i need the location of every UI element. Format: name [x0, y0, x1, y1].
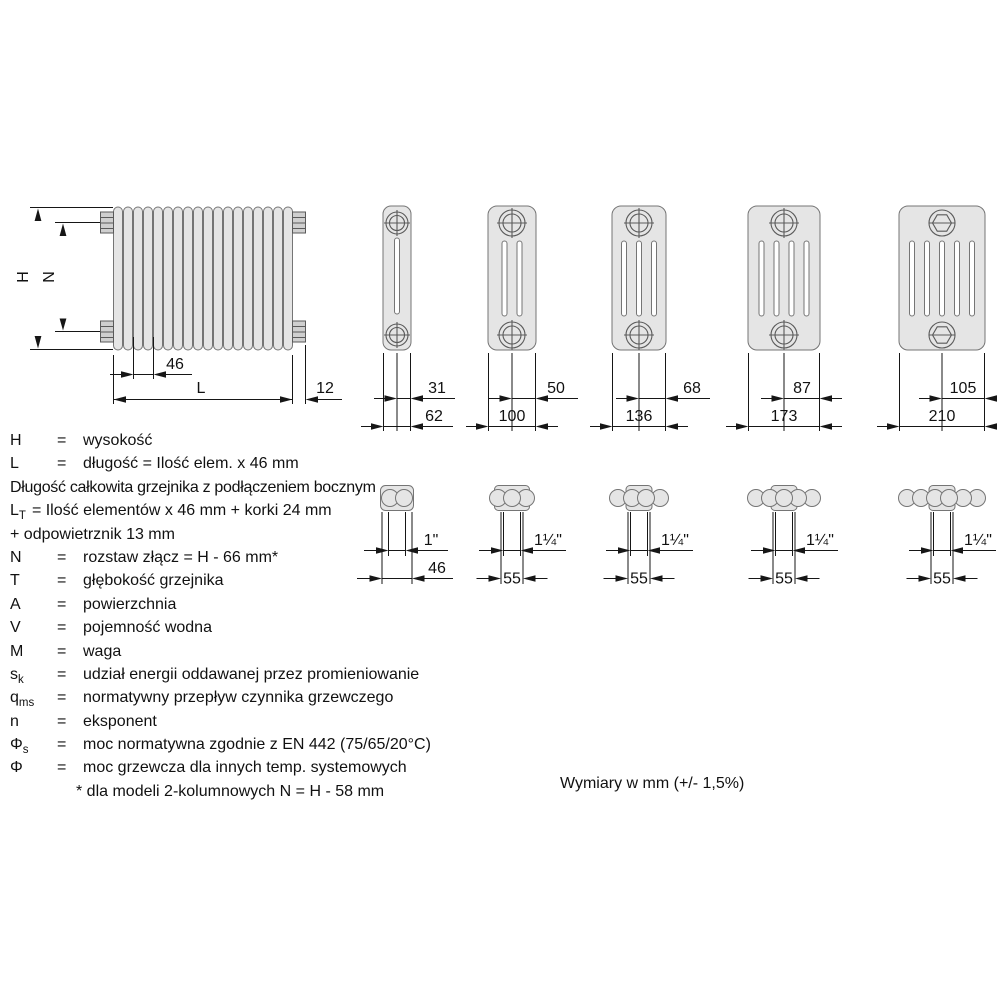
- legend-symbol: V: [10, 619, 21, 637]
- dim-label-half-depth-6col: 105: [949, 380, 977, 397]
- side-connection-boss-top-right: [293, 212, 306, 233]
- legend-text: Długość całkowita grzejnika z podłączeniem bocznym: [10, 478, 376, 496]
- legend-definition: rozstaw złącz = H - 66 mm*: [83, 548, 279, 566]
- cross-section-2-column: [361, 206, 455, 431]
- legend-equals: =: [57, 548, 67, 566]
- legend-equals: =: [57, 432, 67, 449]
- dim-label-pitch: N: [41, 271, 58, 283]
- legend-text: * dla modeli 2-kolumnowych N = H - 58 mm: [76, 782, 385, 800]
- legend-symbol: $L_T$: [10, 502, 26, 523]
- legend-row: [10, 640, 555, 663]
- dim-label-side-connection: 12: [316, 380, 334, 397]
- legend-definition: udział energii oddawanej przez promieniowanie: [83, 665, 420, 683]
- legend-footnote: [10, 780, 555, 803]
- radiator-element: [114, 207, 133, 350]
- legend-row: [10, 546, 555, 569]
- legend-symbol: M: [10, 642, 24, 660]
- dim-label-half-depth-3col: 50: [547, 380, 565, 397]
- legend-text: = Ilość elementów x 46 mm + korki 24 mm: [31, 502, 332, 520]
- top-view-6-column: [899, 486, 997, 588]
- radiator-element: [254, 207, 273, 350]
- dim-label-depth-5col: 173: [770, 408, 798, 425]
- cross-section-4-column: [590, 206, 710, 431]
- legend-equals: =: [57, 712, 67, 730]
- dim-label-height: H: [15, 271, 32, 283]
- dimensions-tolerance-note: Wymiary w mm (+/- 1,5%): [560, 775, 745, 792]
- dim-label-hub-width-4col: 55: [630, 570, 648, 588]
- side-connection-boss-bottom-right: [293, 321, 306, 342]
- dim-label-half-depth-4col: 68: [683, 380, 701, 397]
- legend-row: [10, 452, 555, 475]
- cross-section-6-column: [877, 206, 997, 431]
- legend-definition: eksponent: [83, 712, 157, 730]
- dim-label-depth-2col: 62: [425, 408, 443, 425]
- legend-definition: moc grzewcza dla innych temp. systemowych: [83, 759, 407, 777]
- legend: [10, 429, 555, 803]
- legend-equals: =: [57, 689, 67, 707]
- legend-equals: =: [57, 595, 67, 613]
- legend-definition: wysokość: [83, 432, 153, 449]
- height-dimension: [15, 208, 113, 350]
- cross-section-3-column: [466, 206, 578, 431]
- dim-label-hub-width-6col: 55: [933, 570, 951, 588]
- legend-equals: =: [57, 759, 67, 777]
- legend-symbol: L: [10, 455, 19, 473]
- legend-row: [10, 476, 555, 499]
- dim-label-hub-width-3col: 55: [503, 570, 521, 588]
- dim-label-hub-width-2col: 46: [428, 560, 446, 577]
- legend-text: + odpowietrznik 13 mm: [10, 525, 175, 543]
- legend-symbol: $s_k$: [10, 665, 24, 686]
- legend-row: [10, 686, 555, 709]
- legend-row: [10, 663, 555, 686]
- radiator-front-view: [101, 207, 306, 350]
- dim-label-length: L: [196, 380, 206, 397]
- legend-symbol: $\Phi_s$: [10, 736, 29, 757]
- legend-symbol: n: [10, 712, 19, 730]
- dim-label-half-depth-2col: 31: [428, 380, 446, 397]
- legend-row: [10, 710, 555, 733]
- dim-label-element-width: 46: [166, 356, 184, 373]
- legend-equals: =: [57, 619, 67, 637]
- legend-definition: waga: [83, 642, 122, 660]
- legend-row: [10, 429, 555, 452]
- legend-row: [10, 593, 555, 616]
- radiator-element: [174, 207, 193, 350]
- legend-symbol: H: [10, 432, 22, 449]
- legend-equals: =: [57, 572, 67, 590]
- top-view-5-column: [748, 486, 839, 588]
- dim-label-connection-6col: 1¼": [964, 532, 992, 549]
- legend-definition: moc normatywna zgodnie z EN 442 (75/65/20°C): [83, 736, 431, 754]
- radiator-element: [274, 207, 293, 350]
- radiator-element: [234, 207, 253, 350]
- dim-label-connection-4col: 1¼": [661, 532, 689, 549]
- legend-row: [10, 499, 555, 522]
- legend-definition: długość = Ilość elem. x 46 mm: [83, 455, 299, 473]
- dim-label-connection-5col: 1¼": [806, 532, 834, 549]
- legend-symbol: N: [10, 548, 22, 566]
- top-view-4-column: [604, 486, 694, 588]
- dim-label-half-depth-5col: 87: [793, 380, 811, 397]
- legend-row: [10, 733, 555, 756]
- radiator-element: [134, 207, 153, 350]
- legend-row: [10, 523, 555, 546]
- legend-symbol: T: [10, 572, 20, 590]
- legend-equals: =: [57, 642, 67, 660]
- legend-symbol: $q_{ms}$: [10, 689, 35, 710]
- dim-label-connection-2col: 1": [423, 532, 439, 549]
- legend-equals: =: [57, 736, 67, 754]
- dim-label-depth-6col: 210: [928, 408, 956, 425]
- side-connection-boss-top-left: [101, 212, 114, 233]
- legend-symbol: A: [10, 595, 21, 613]
- legend-definition: głębokość grzejnika: [83, 572, 224, 590]
- cross-section-5-column: [726, 206, 842, 431]
- legend-row: [10, 756, 555, 779]
- side-connection-boss-bottom-left: [101, 321, 114, 342]
- legend-symbol: Φ: [10, 759, 23, 777]
- legend-definition: normatywny przepływ czynnika grzewczego: [83, 689, 394, 707]
- radiator-element: [214, 207, 233, 350]
- dim-label-depth-4col: 136: [625, 408, 653, 425]
- legend-row: [10, 569, 555, 592]
- dim-label-depth-3col: 100: [498, 408, 526, 425]
- radiator-element: [194, 207, 213, 350]
- legend-definition: pojemność wodna: [83, 619, 212, 637]
- legend-equals: =: [57, 665, 67, 683]
- legend-row: [10, 616, 555, 639]
- legend-definition: powierzchnia: [83, 595, 177, 613]
- dim-label-hub-width-5col: 55: [775, 570, 793, 588]
- legend-equals: =: [57, 455, 67, 473]
- radiator-element: [154, 207, 173, 350]
- dim-label-connection-3col: 1¼": [534, 532, 562, 549]
